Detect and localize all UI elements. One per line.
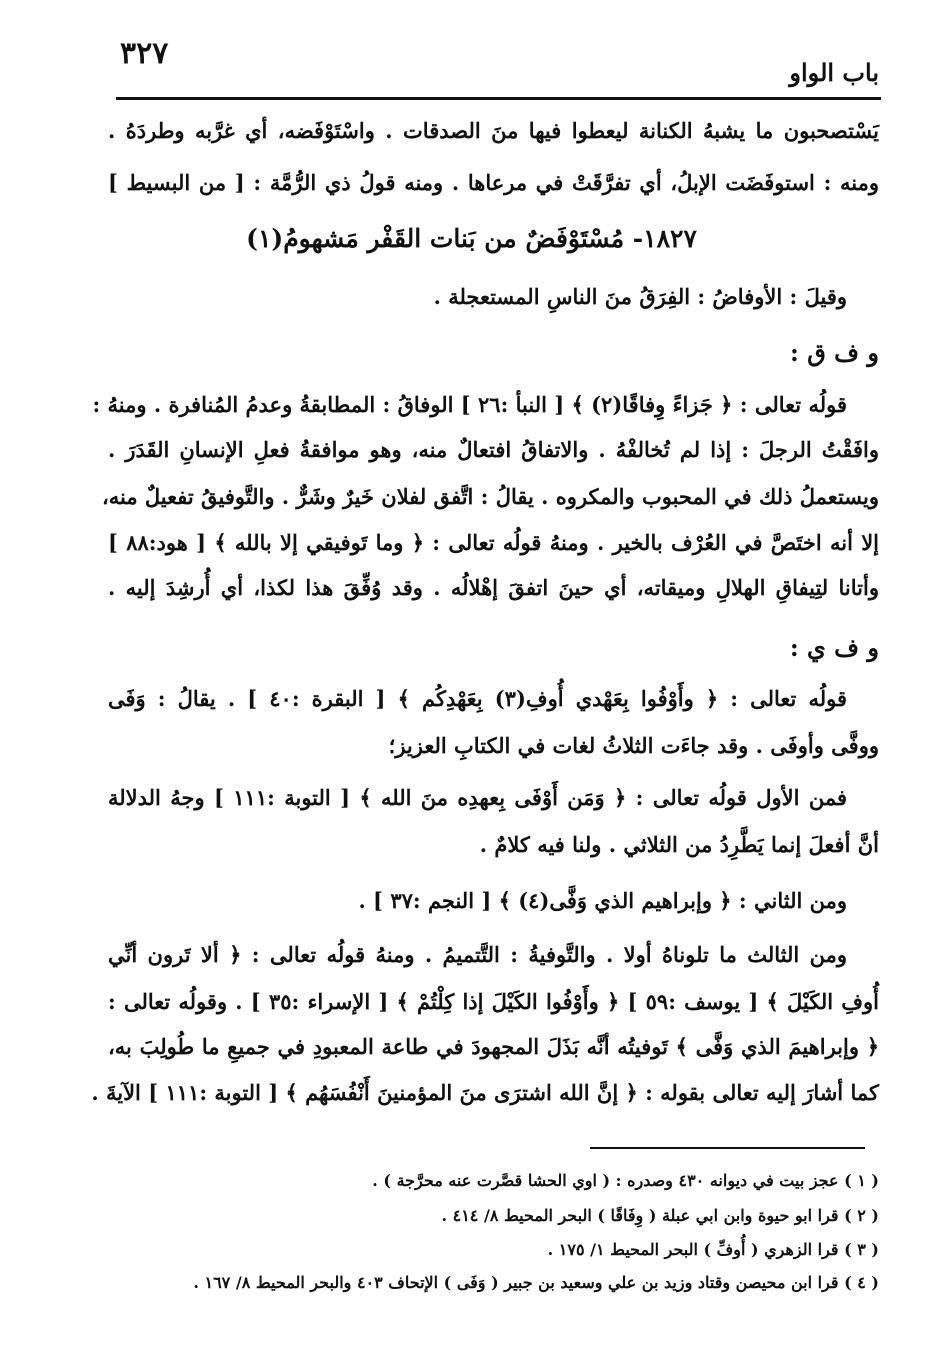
text-line: ﴿ وإبراهيمَ الذي وَفَّى ﴾ تَوفيتُه أنَّه بَذَلَ المجهودَ في طاعة المعبودِ في جميعِ ما طُولِبَ به، [108, 1034, 879, 1059]
text-line: كما أشارَ إليه تعالى بقوله : ﴿ إنَّ الله اشترَى منَ المؤمنينَ أَنْفُسَهُم ﴾ [ التوبة :١١١ ] الآيةَ . [91, 1080, 879, 1105]
text-line: فمن الأول قولُه تعالى : ﴿ وَمَن أَوْفَى بِعهدِه منَ الله ﴾ [ التوبة :١١١ ] وجهُ الدلالة [108, 785, 848, 810]
footnote-divider [590, 1147, 865, 1149]
footnote: ( ٢ ) قرا ابو حيوة وابن ابي عبلة ( وِفَاقًا ) البحر المحيط ٨/ ٤١٤ . [441, 1206, 879, 1225]
page-number: ٣٢٧ [120, 36, 169, 71]
header-divider [116, 97, 881, 100]
text-line: وأتانا لتِيفاقِ الهلالِ وميقاته، أي حينَ اتفقَ إهْلالُه . وقد وُفِّقَ هذا لكذا، أي أُرشِدَ إليه . [108, 575, 879, 600]
section-title: باب الواو [789, 58, 879, 87]
text-line: ويستعملُ ذلك في المحبوب والمكروه . يقالُ : اتَّفق لفلان خَيرٌ وشَرٌّ . والتَّوفيقُ تفعيلٌ منه، [101, 484, 879, 509]
text-line: أنَّ أفعلَ إنما يَطَّرِدُ من الثلاثي . ولنا فيه كلامٌ . [479, 832, 879, 857]
footnote: ( ١ ) عجز بيت في ديوانه ٤٣٠ وصدره : ( اوي الحشا قصَّرت عنه محرَّجة ) . [372, 1171, 879, 1190]
text-line: أُوفِ الكَيْلَ ﴾ [ يوسف :٥٩ ] ﴿ وأَوْفُوا الكَيْلَ إذا كِلْتُمْ ﴾ [ الإسراء :٣٥ ] . وقولُه تعالى : [108, 989, 880, 1014]
entry-heading: و ف ق : [789, 338, 879, 367]
text-line: قولُه تعالى : ﴿ جَزاءً وِفاقًا(٢) ﴾ [ النبأ :٢٦ ] الوفاقُ : المطابقةُ وعدمُ المُنافرة . ومنهُ : [92, 392, 847, 417]
text-line: يَسْتصحبون ما يشبهُ الكنانة ليعطوا فيها منَ الصدقات . واسْتَوْفَضه، أي غرَّبه وطردَهُ . [108, 118, 879, 143]
text-line: وقيلَ : الأوفاضُ : الفِرَقُ منَ الناسِ المستعجلة . [433, 284, 847, 309]
text-line: ومن الثالث ما تلوناهُ أولا . والتَّوفيةُ : التَّتميمُ . ومنهُ قولُه تعالى : ﴿ ألا تَرون أنِّي [108, 942, 847, 967]
footnote: ( ٣ ) قرا الزهري ( أُوفِّ ) البحر المحيط ١/ ١٧٥ . [547, 1240, 879, 1259]
footnote: ( ٤ ) قرا ابن محيصن وقتاد وزيد بن علي وسعيد بن جبير ( وَفَى ) الإتحاف ٤٠٣ والبحر المحيط ٨/ ١٦٧ . [193, 1273, 879, 1292]
text-line: إلا أنه اختَصَّ في العُرْف بالخير . ومنهُ قولُه تعالى : ﴿ وما تَوفيقي إلا بالله ﴾ [ هود:٨٨ ] [108, 530, 880, 555]
text-line: ومن الثاني : ﴿ وإبراهيم الذي وَفَّى(٤) ﴾ [ النجم :٣٧ ] . [358, 888, 847, 913]
text-line: ومنه : استوفَضَت الإبلُ، أي تفرَّقَتْ في مرعاها . ومنه قولُ ذي الرُّمَّة : [ من البسيط ] [108, 170, 879, 195]
entry-heading: و ف ي : [789, 633, 879, 662]
text-line: ووفَّى وأوفَى . وقد جاءَت الثلاثُ لغات في الكتابِ العزيز؛ [388, 733, 879, 758]
poetry-verse: ١٨٢٧- مُسْتَوْفَضٌ من بَنات القَفْر مَشهومُ(١) [246, 224, 697, 253]
text-line: وافَقْتُ الرجلَ : إذا لم تُخالفْهُ . والاتفاقُ افتعالٌ منه، وهو موافقةُ فعلِ الإنسانِ القَدَرَ . [108, 437, 879, 462]
text-line: قولُه تعالى : ﴿ وأَوْفُوا بِعَهْدي أُوفِ(٣) بِعَهْدِكُم ﴾ [ البقرة :٤٠ ] . يقالُ : وَفَى [108, 686, 847, 711]
